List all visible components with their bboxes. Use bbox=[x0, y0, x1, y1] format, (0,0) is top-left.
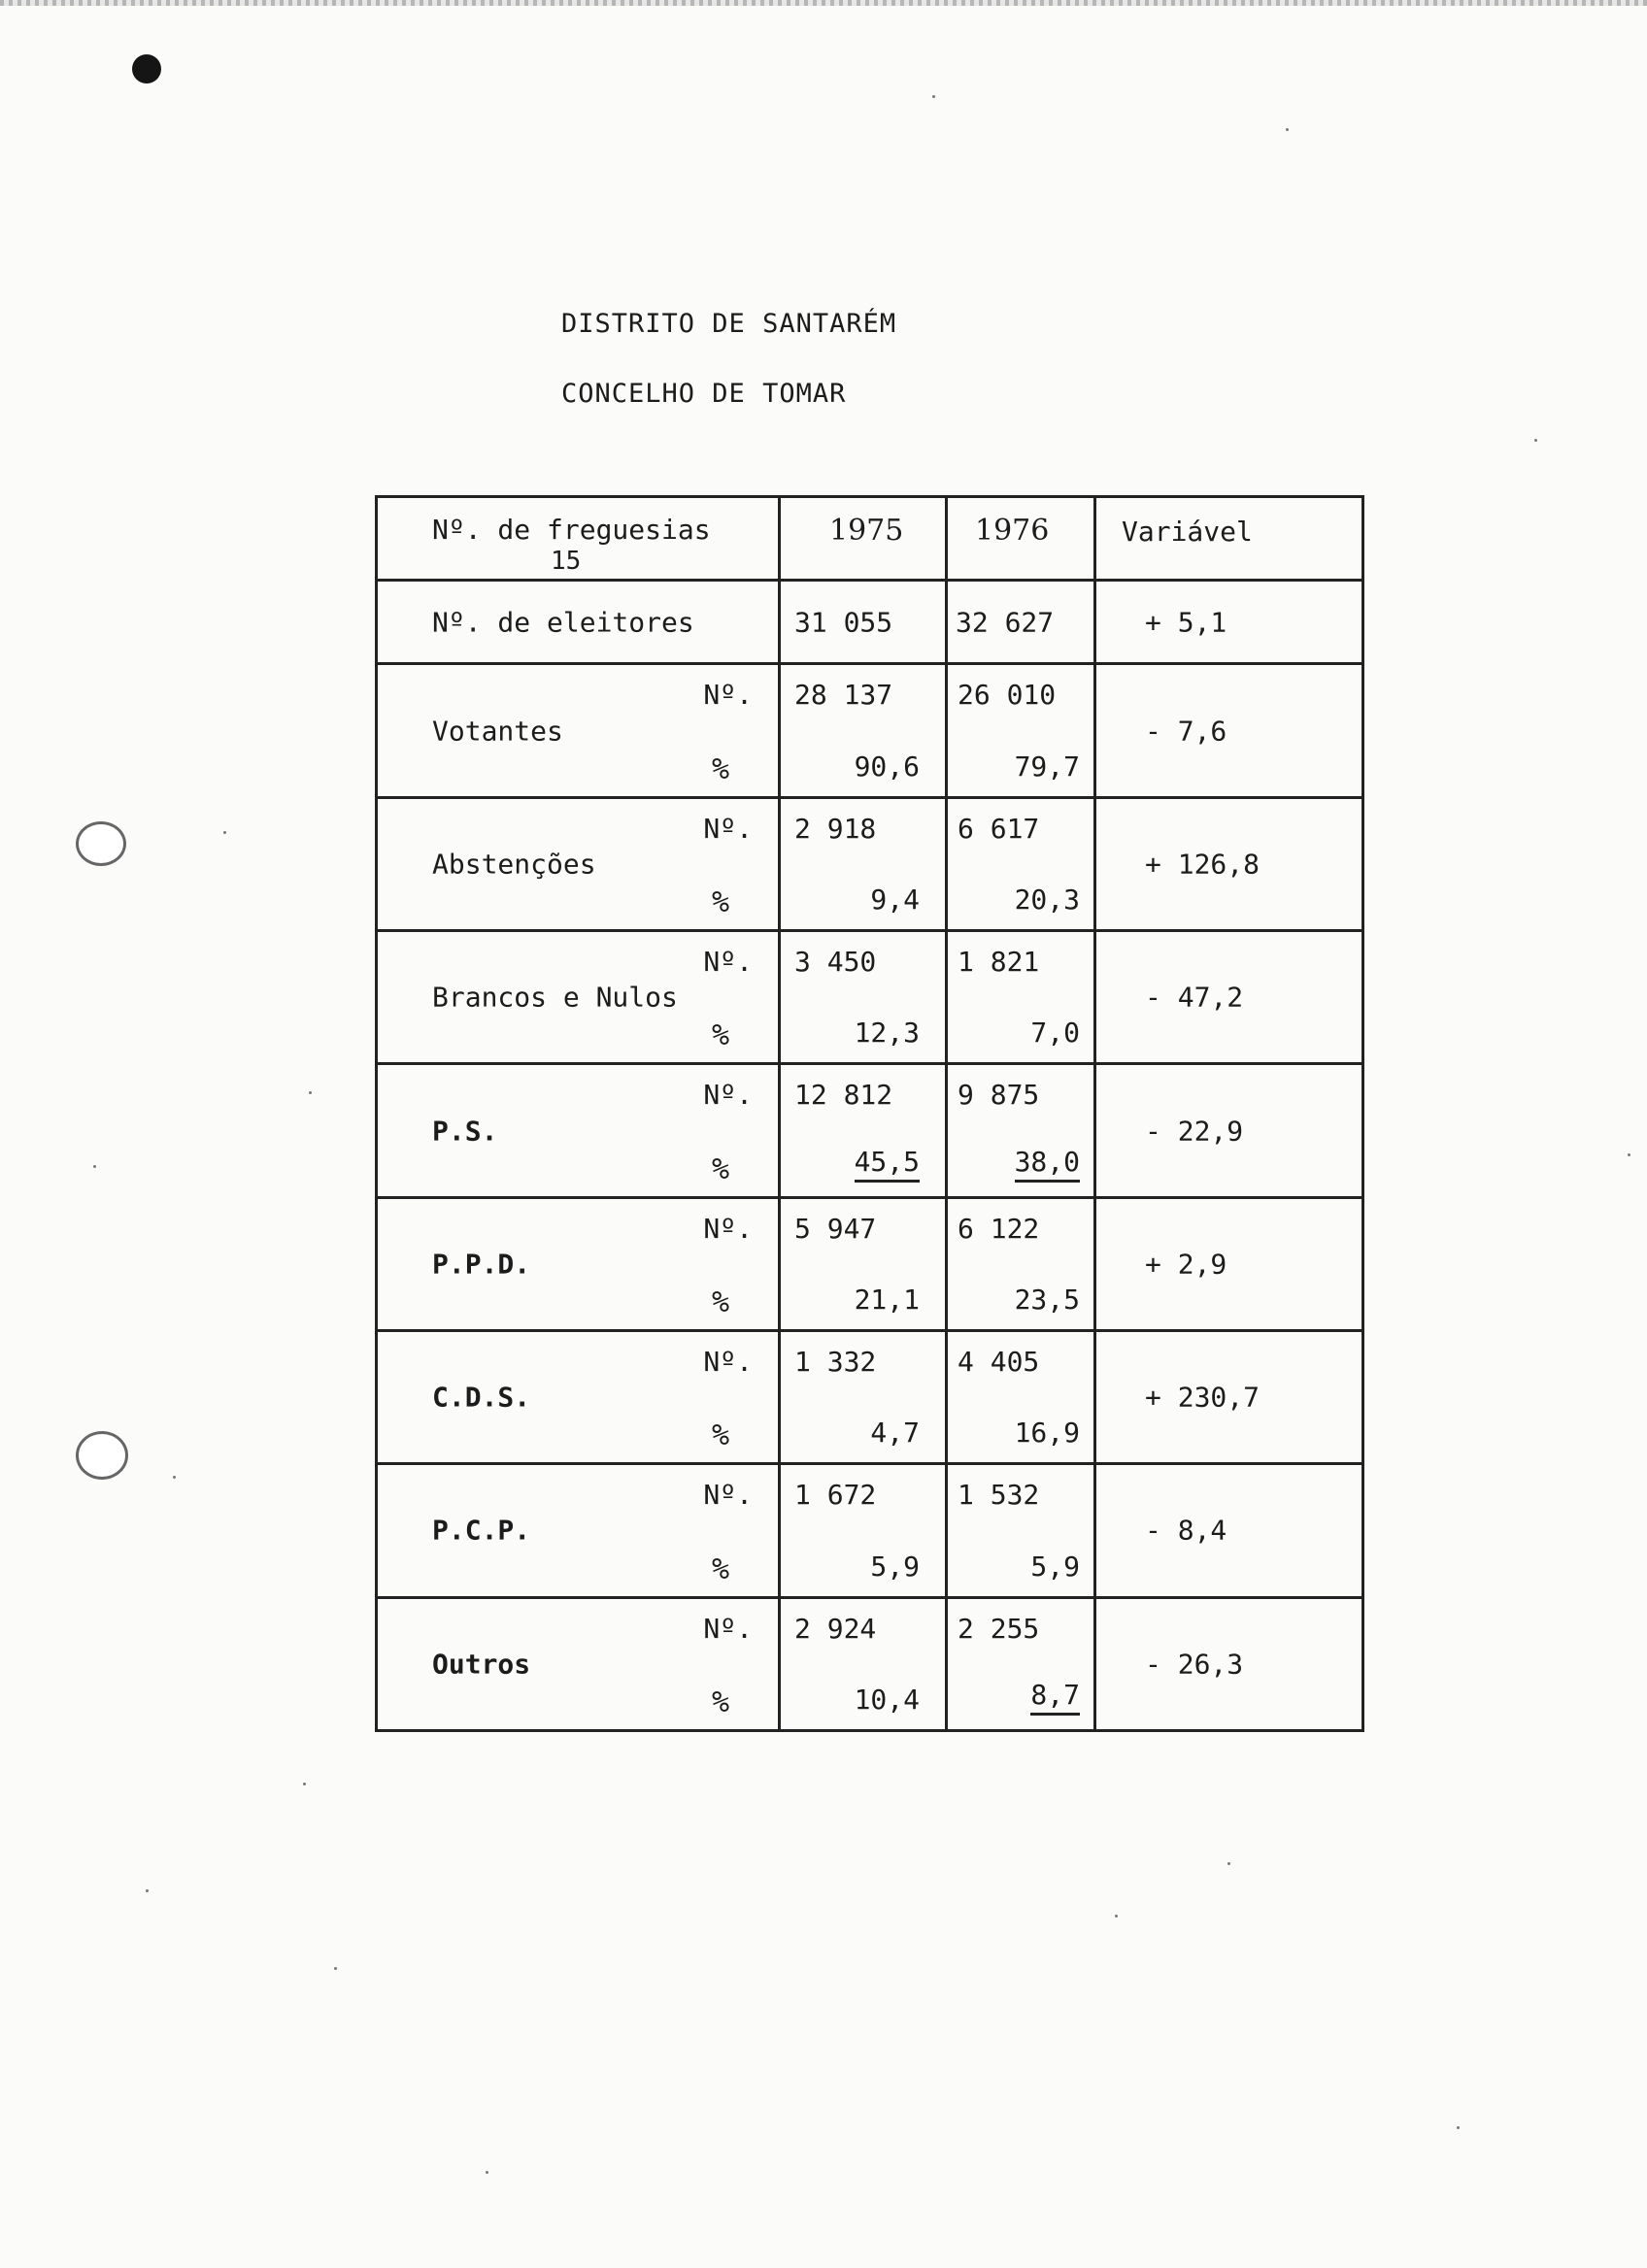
row-label-cell bbox=[377, 931, 780, 1064]
count-1975: 1 332 bbox=[794, 1345, 877, 1378]
row-label-cell bbox=[377, 1064, 780, 1197]
year-1975-cell bbox=[780, 1464, 947, 1597]
year-1976-cell bbox=[947, 1197, 1095, 1330]
row-variation: - 47,2 bbox=[1145, 981, 1244, 1014]
row-label-cell bbox=[377, 1597, 780, 1730]
row-variation: - 8,4 bbox=[1145, 1514, 1227, 1547]
percent-marker: % bbox=[711, 751, 729, 786]
year-1976-cell bbox=[947, 1064, 1095, 1197]
count-1975: 3 450 bbox=[794, 946, 877, 979]
table-row bbox=[377, 1064, 1363, 1197]
row-label: P.P.D. bbox=[432, 1248, 531, 1281]
year-1975-cell bbox=[780, 1330, 947, 1463]
percent-1976: 8,7 bbox=[1030, 1679, 1080, 1716]
row-label: Outros bbox=[432, 1648, 531, 1681]
year-1975-cell bbox=[780, 1064, 947, 1197]
year-1975-cell bbox=[780, 1597, 947, 1730]
count-marker: Nº. bbox=[703, 1212, 753, 1245]
electors-1976-cell bbox=[947, 581, 1095, 664]
percent-1975: 9,4 bbox=[870, 884, 920, 917]
year-1975-label: 1975 bbox=[829, 514, 904, 548]
punch-hole bbox=[132, 54, 161, 83]
row-label: Brancos e Nulos bbox=[432, 981, 678, 1014]
year-1975-cell bbox=[780, 664, 947, 797]
row-variation: - 22,9 bbox=[1145, 1115, 1244, 1147]
variation-cell bbox=[1095, 1197, 1363, 1330]
percent-1976: 23,5 bbox=[1014, 1283, 1080, 1316]
year-1976-cell bbox=[947, 1464, 1095, 1597]
percent-1975: 4,7 bbox=[870, 1417, 920, 1450]
variation-cell bbox=[1095, 1330, 1363, 1463]
year-1975-cell bbox=[780, 931, 947, 1064]
row-label: P.C.P. bbox=[432, 1514, 531, 1547]
percent-marker: % bbox=[711, 1551, 729, 1586]
header-label-cell bbox=[377, 497, 780, 581]
year-1976-cell bbox=[947, 931, 1095, 1064]
percent-1976: 5,9 bbox=[1030, 1550, 1080, 1583]
electors-1976: 32 627 bbox=[956, 606, 1055, 639]
punch-hole bbox=[76, 821, 126, 866]
percent-1975: 5,9 bbox=[870, 1550, 920, 1583]
row-variation: + 2,9 bbox=[1145, 1248, 1227, 1281]
count-marker: Nº. bbox=[703, 812, 753, 845]
count-1975: 2 918 bbox=[794, 812, 877, 845]
table-row bbox=[377, 664, 1363, 797]
count-1975: 2 924 bbox=[794, 1612, 877, 1645]
count-marker: Nº. bbox=[703, 946, 753, 979]
row-label: P.S. bbox=[432, 1115, 498, 1147]
header-year-1975 bbox=[780, 497, 947, 581]
percent-1976: 38,0 bbox=[1015, 1146, 1080, 1183]
percent-marker: % bbox=[711, 1418, 729, 1453]
year-1975-cell bbox=[780, 1197, 947, 1330]
count-1975: 5 947 bbox=[794, 1212, 877, 1245]
table-row bbox=[377, 1464, 1363, 1597]
table-row bbox=[377, 1597, 1363, 1730]
variation-cell bbox=[1095, 797, 1363, 930]
count-1975: 28 137 bbox=[794, 679, 893, 712]
header-variation bbox=[1095, 497, 1363, 581]
municipality-heading: CONCELHO DE TOMAR bbox=[561, 379, 847, 409]
year-1976-cell bbox=[947, 1330, 1095, 1463]
year-1976-label: 1976 bbox=[975, 514, 1050, 548]
year-1976-cell bbox=[947, 664, 1095, 797]
row-variation: + 230,7 bbox=[1145, 1381, 1260, 1414]
percent-1975: 21,1 bbox=[854, 1283, 920, 1316]
count-1976: 1 821 bbox=[958, 946, 1040, 979]
percent-1976: 7,0 bbox=[1030, 1017, 1080, 1050]
row-label-cell bbox=[377, 664, 780, 797]
electors-1975-cell bbox=[780, 581, 947, 664]
variation-cell bbox=[1095, 1597, 1363, 1730]
percent-marker: % bbox=[711, 885, 729, 920]
variation-cell bbox=[1095, 664, 1363, 797]
count-1976: 6 122 bbox=[958, 1212, 1040, 1245]
percent-1975: 10,4 bbox=[854, 1684, 920, 1716]
count-marker: Nº. bbox=[703, 1345, 753, 1378]
percent-marker: % bbox=[711, 1151, 729, 1186]
electors-label-cell bbox=[377, 581, 780, 664]
row-variation: - 26,3 bbox=[1145, 1648, 1244, 1681]
percent-1975: 45,5 bbox=[855, 1146, 920, 1183]
variation-label: Variável bbox=[1122, 516, 1253, 548]
row-label-cell bbox=[377, 797, 780, 930]
percent-1976: 16,9 bbox=[1014, 1417, 1080, 1450]
percent-1976: 20,3 bbox=[1014, 884, 1080, 917]
table-row bbox=[377, 931, 1363, 1064]
row-label-cell bbox=[377, 1330, 780, 1463]
count-1975: 1 672 bbox=[794, 1479, 877, 1512]
table-row bbox=[377, 797, 1363, 930]
count-1976: 4 405 bbox=[958, 1345, 1040, 1378]
election-results-table bbox=[375, 495, 1364, 1732]
row-label: Votantes bbox=[432, 715, 563, 748]
year-1976-cell bbox=[947, 797, 1095, 930]
percent-1976: 79,7 bbox=[1014, 750, 1080, 783]
count-1975: 12 812 bbox=[794, 1079, 893, 1112]
table-header-row bbox=[377, 497, 1363, 581]
group-rows bbox=[377, 664, 1363, 1731]
count-1976: 1 532 bbox=[958, 1479, 1040, 1512]
row-label-cell bbox=[377, 1464, 780, 1597]
count-marker: Nº. bbox=[703, 1479, 753, 1512]
punch-hole bbox=[76, 1431, 128, 1480]
row-label-cell bbox=[377, 1197, 780, 1330]
count-marker: Nº. bbox=[703, 1079, 753, 1112]
row-variation: + 126,8 bbox=[1145, 848, 1260, 881]
year-1975-cell bbox=[780, 797, 947, 930]
row-variation: - 7,6 bbox=[1145, 715, 1227, 748]
count-marker: Nº. bbox=[703, 1612, 753, 1645]
page-top-edge bbox=[0, 0, 1647, 6]
table-row bbox=[377, 1330, 1363, 1463]
percent-1975: 12,3 bbox=[854, 1017, 920, 1050]
electors-label: Nº. de eleitores bbox=[432, 606, 694, 639]
count-1976: 9 875 bbox=[958, 1079, 1040, 1112]
percent-marker: % bbox=[711, 1284, 729, 1319]
variation-cell bbox=[1095, 1464, 1363, 1597]
percent-1975: 90,6 bbox=[854, 750, 920, 783]
count-1976: 2 255 bbox=[958, 1612, 1040, 1645]
district-heading: DISTRITO DE SANTARÉM bbox=[561, 309, 897, 339]
electors-row bbox=[377, 581, 1363, 664]
percent-marker: % bbox=[711, 1685, 729, 1719]
parishes-label: Nº. de freguesias bbox=[432, 514, 711, 546]
variation-cell bbox=[1095, 931, 1363, 1064]
parishes-count: 15 bbox=[551, 547, 582, 576]
count-1976: 6 617 bbox=[958, 812, 1040, 845]
table-row bbox=[377, 1197, 1363, 1330]
variation-cell bbox=[1095, 1064, 1363, 1197]
count-1976: 26 010 bbox=[958, 679, 1057, 712]
electors-1975: 31 055 bbox=[794, 606, 893, 639]
electors-variation-cell bbox=[1095, 581, 1363, 664]
percent-marker: % bbox=[711, 1018, 729, 1053]
header-year-1976 bbox=[947, 497, 1095, 581]
row-label: C.D.S. bbox=[432, 1381, 531, 1414]
row-label: Abstenções bbox=[432, 848, 596, 881]
year-1976-cell bbox=[947, 1597, 1095, 1730]
electors-variation: + 5,1 bbox=[1145, 606, 1227, 639]
count-marker: Nº. bbox=[703, 679, 753, 712]
